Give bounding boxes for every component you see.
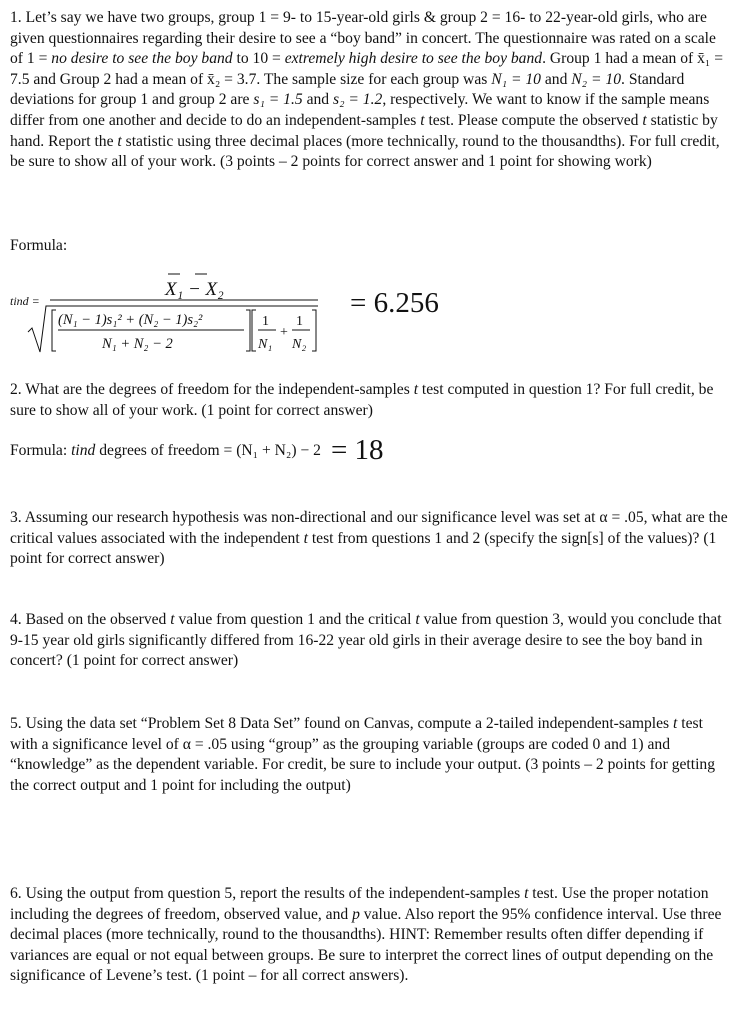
one: 1 [262,314,269,329]
q1-text: statistic using three decimal places (more technically, round to the thousandths). For full credit, be sure to show all of your work. (3 points – 2 points for correct answer and 1 point for showing work) [10,132,720,171]
q1-mean2: x̄₂ = 3.7 [207,70,257,88]
bracket [252,310,256,351]
q1-text: and Group 2 had a mean of [29,70,208,88]
p-symbol: p [352,905,360,923]
one: 1 [296,314,303,329]
numerator: X₁ − X₂ [165,279,224,300]
n2: N₂ [292,337,307,352]
pooled-numerator: (N₁ − 1)s₁² + (N₂ − 1)s₂² [58,312,203,328]
q4-text: value from question 3, would you conclude that 9-15 year old girls significantly differed from 16-22 year old girls in their average desire to see the boy band in concert? (1 point for correct answer) [10,611,722,670]
t-symbol: t [413,381,419,398]
bracket [312,310,316,351]
q3-text: 3. Assuming our research hypothesis was non-directional and our significance level was set at α = .05, what are the critical values associated with the independent [10,509,728,547]
bracket [246,310,250,351]
q1-text: . Group 1 had a mean of [542,50,698,68]
q1-s2: s₂ = 1.2 [333,91,383,109]
t-symbol: t [673,715,678,732]
df-formula [10,434,730,466]
q3-text: test from questions 1 and 2 (specify the sign[s] of the values)? (1 point for correct answer) [10,529,717,568]
t-symbol: t [303,529,308,547]
pooled-denominator: N₁ + N₂ − 2 [102,336,173,352]
plus: + [280,325,288,340]
question-4 [10,610,730,672]
answer-1: = 6.256 [350,287,439,319]
t-symbol: t [642,111,647,129]
question-5 [10,714,730,796]
answer-2: = 18 [330,434,384,466]
q1-text: statistic by hand. Report the [10,111,718,150]
q1-scale-low: no desire to see the boy band [51,50,233,68]
df-formula-label: Formula: [10,442,72,459]
q5-text: 5. Using the data set “Problem Set 8 Data Set” found on Canvas, compute a 2-tailed independent-samples [10,715,674,732]
t-symbol: t [170,611,175,628]
q6-text: 6. Using the output from question 5, report the results of the independent-samples [10,885,525,902]
t-ind-label: tind = [10,294,40,308]
t-ind-symbol: tind [71,442,96,459]
t-symbol: t [524,885,529,902]
q1-n1: N₁ = 10 [491,70,541,88]
question-2 [10,380,730,421]
q1-text: 1. Let’s say we have two groups, group 1 = 9- to 15-year-old girls & group 2 = 16- to 22-year-old girls, who are given questionnaires regarding their desire to see a “boy band” in concert. The questionnaire was rated on a scale of 1 = [10,9,716,68]
q1-text: and [540,70,572,88]
t-symbol: t [420,111,425,129]
t-symbol: t [117,132,122,150]
n1: N₁ [258,337,273,352]
q1-text: , respectively. We want to know if the sample means differ from one another and decide to do an independent-samples [10,91,710,129]
q1-s1: s₁ = 1.5 [253,91,303,109]
t-formula-equation [10,268,470,358]
q1-text: . Standard deviations for group 1 and group 2 are [10,70,685,109]
q1-text: to 10 = [232,50,285,68]
t-formula-svg [10,268,470,358]
q6-text: value. Also report the 95% confidence interval. Use three decimal places (more technically, round to the thousandths). HINT: Remember results often differ depending if variances are equal or not equal between groups. Be sure to interpret the correct lines of output depending on the significance of Levene’s test. (1 point – for all correct answers). [10,905,722,985]
q1-mean1: x̄₁ = 7.5 [10,50,724,88]
q1-scale-high: extremely high desire to see the boy band [284,50,543,68]
q2-text: test computed in question 1? For full credit, be sure to show all of your work. (1 point for correct answer) [10,381,714,419]
q1-text: and [302,91,333,109]
q6-text: test. Use the proper notation including the degrees of freedom, observed value, and [10,885,709,923]
question-1 [10,8,730,173]
df-formula-text: degrees of freedom = (N₁ + N₂) − 2 [95,442,321,459]
t-symbol: t [415,611,420,628]
q4-text: 4. Based on the observed [10,611,171,628]
question-6 [10,884,730,987]
formula-label: Formula: [10,237,68,254]
bracket [52,310,56,351]
q2-text: 2. What are the degrees of freedom for the independent-samples [10,381,414,398]
q1-n2: N₂ = 10 [571,70,622,88]
q4-text: value from question 1 and the critical [174,611,416,628]
question-3 [10,508,730,570]
q1-text: test. Please compute the observed [424,111,643,129]
q1-text: . The sample size for each group was [256,70,492,88]
q5-text: test with a significance level of α = .05 using “group” as the grouping variable (groups are coded 0 and 1) and “knowledge” as the dependent variable. For credit, be sure to include your output. (3 points – 2 points for getting the correct output and 1 point for including the output) [10,715,716,794]
